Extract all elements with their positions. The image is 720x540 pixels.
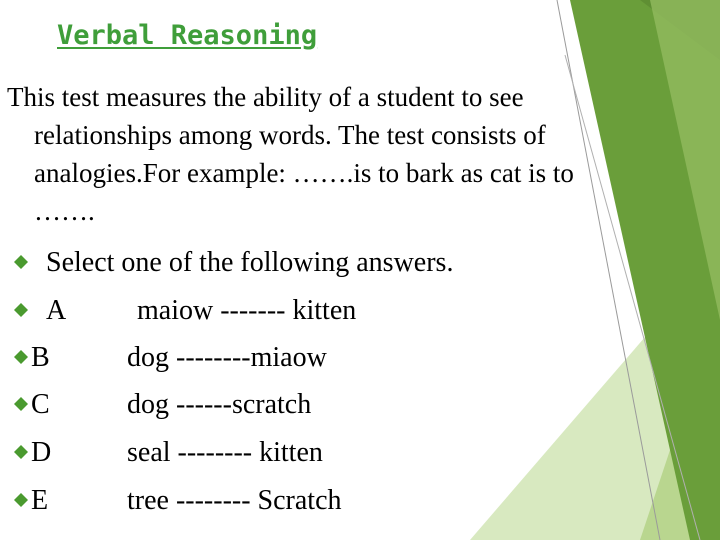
diamond-bullet-icon [14, 350, 28, 364]
option-letter-d: D [31, 437, 52, 468]
diamond-bullet-icon [14, 397, 28, 411]
slide-title: Verbal Reasoning [57, 20, 318, 51]
option-letter-e: E [31, 485, 49, 516]
diamond-bullet-icon [14, 303, 28, 317]
option-letter-a: A [46, 295, 67, 326]
option-answer-e: tree -------- Scratch [127, 485, 342, 516]
intro-paragraph: This test measures the ability of a student to see relationships among words. The test consists of analogies.For example: …….is to bark as cat is to ……. [7, 82, 574, 226]
instruction-text: Select one of the following answers. [46, 247, 454, 278]
option-answer-c: dog ------scratch [127, 389, 312, 420]
option-letter-b: B [31, 342, 50, 373]
option-answer-b: dog --------miaow [127, 342, 327, 373]
diamond-bullet-icon [14, 493, 28, 507]
option-letter-c: C [31, 389, 50, 420]
diamond-bullet-icon [14, 255, 28, 269]
option-answer-d: seal -------- kitten [127, 437, 323, 468]
diamond-bullet-icon [14, 445, 28, 459]
option-answer-a: maiow ------- kitten [137, 295, 357, 326]
